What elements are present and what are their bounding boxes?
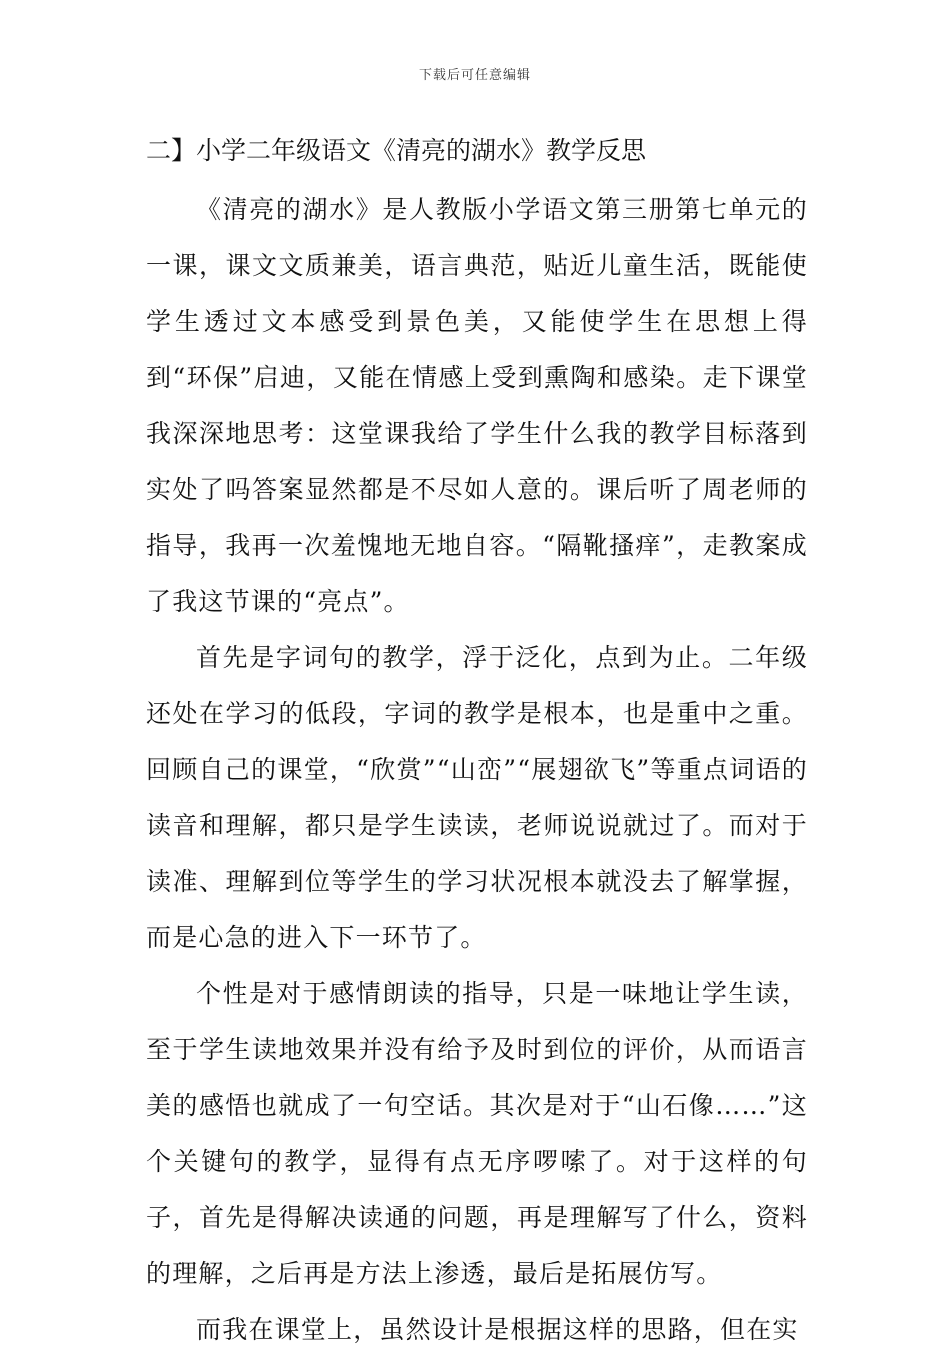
- page-header-note: 下载后可任意编辑: [418, 68, 531, 83]
- document-body: [146, 126, 808, 1358]
- paragraph-1: 《清亮的湖水》是人教版小学语文第三册第七单元的一课，课文文质兼美，语言典范，贴近儿童生活，既能使学生透过文本感受到景色美，又能使学生在思想上得到“环保”启迪，又能在情感上受到熏陶和感染。走下课堂我深深地思考：这堂课我给了学生什么我的教学目标落到实处了吗答案显然都是不尽如人意的。课后听了周老师的指导，我再一次羞愧地无地自容。“隔靴搔痒”，走教案成了我这节课的“亮点”。: [146, 195, 808, 616]
- paragraph-2: 首先是字词句的教学，浮于泛化，点到为止。二年级还处在学习的低段，字词的教学是根本，也是重中之重。回顾自己的课堂，“欣赏”“山峦”“展翅欲飞”等重点词语的读音和理解，都只是学生读读，老师说说就过了。而对于读准、理解到位等学生的学习状况根本就没去了解掌握，而是心急的进入下一环节了。: [146, 643, 808, 952]
- paragraph-3: 个性是对于感情朗读的指导，只是一味地让学生读，至于学生读地效果并没有给予及时到位的评价，从而语言美的感悟也就成了一句空话。其次是对于“山石像……”这个关键句的教学，显得有点无序啰嗦了。对于这样的句子，首先是得解决读通的问题，再是理解写了什么，资料的理解，之后再是方法上渗透，最后是拓展仿写。: [146, 979, 808, 1288]
- document-title: 二】小学二年级语文《清亮的湖水》教学反思: [146, 136, 647, 165]
- paragraph-4: 而我在课堂上，虽然设计是根据这样的思路，但在实: [196, 1315, 799, 1344]
